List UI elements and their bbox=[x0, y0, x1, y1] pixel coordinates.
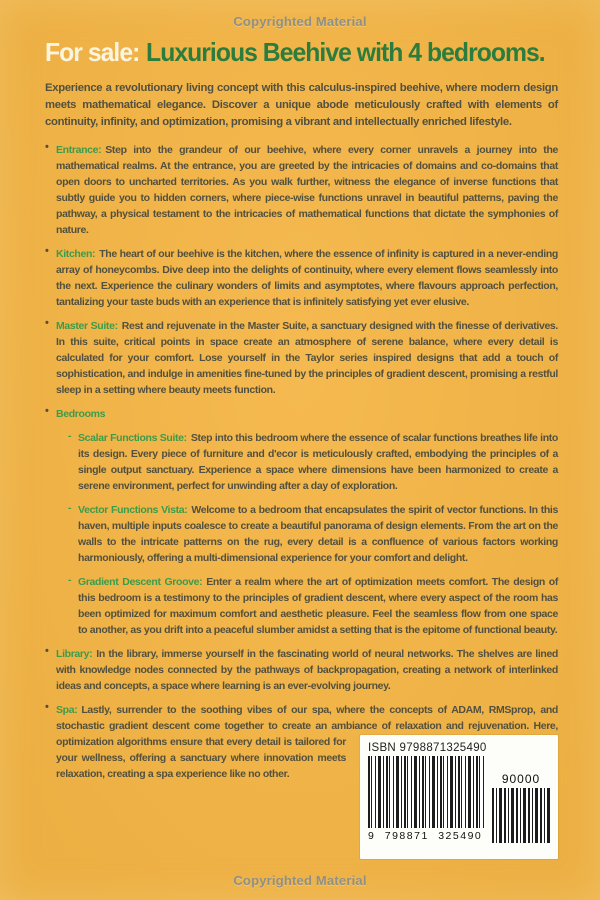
subsection-text: Step into this bedroom where the essence of scalar functions breathes life into its design. Every piece of furniture and d'ecor is meticulously crafted, embodying the principles of a single output sanctuary. Experience a space where dimensions have been harmonized to create a serene environment, perfect for unwinding after a day of exploration. bbox=[78, 431, 558, 492]
section-bedrooms bbox=[45, 406, 558, 638]
copyright-watermark-bottom: Copyrighted Material bbox=[233, 873, 367, 888]
subsection-label: Vector Functions Vista: bbox=[78, 503, 188, 516]
section-entrance bbox=[45, 142, 558, 238]
section-body bbox=[56, 142, 558, 238]
section-body bbox=[56, 246, 558, 310]
subsection-vector-functions-vista bbox=[68, 502, 558, 566]
section-body bbox=[56, 702, 558, 842]
barcode-box bbox=[360, 735, 558, 859]
section-label: Entrance: bbox=[56, 143, 102, 156]
section-body bbox=[56, 406, 558, 422]
section-body bbox=[56, 646, 558, 694]
subsection-scalar-functions-suite bbox=[68, 430, 558, 494]
section-kitchen bbox=[45, 246, 558, 310]
barcode-wrap-spacer bbox=[558, 702, 559, 735]
barcode-price-code: 90000 bbox=[501, 771, 541, 786]
dash-icon: - bbox=[68, 573, 72, 586]
section-body bbox=[56, 318, 558, 398]
bullet-dot-icon: • bbox=[45, 404, 49, 417]
barcode-addon bbox=[492, 772, 550, 843]
isbn-label: ISBN 9798871325490 bbox=[368, 741, 487, 754]
section-label: Spa: bbox=[56, 703, 78, 716]
subsection-text: Welcome to a bedroom that encapsulates the spirit of vector functions. In this haven, multiple inputs coalesce to create a beautiful panorama of design elements. From the art on the walls to the intricate patterns on the rug, every detail is a confluence of various factors working harmoniously, offering a multi-dimensional experience for your comfort and delight. bbox=[78, 503, 558, 564]
section-label: Library: bbox=[56, 647, 93, 660]
title-main: Luxurious Beehive with 4 bedrooms. bbox=[146, 37, 545, 67]
subsection-body bbox=[78, 574, 558, 638]
subsection-gradient-descent-groove bbox=[68, 574, 558, 638]
section-text: The heart of our beehive is the kitchen, where the essence of infinity is captured in a never-ending array of honeycombs. Dive deep into the delights of continuity, where every element flows seamlessly into the next. Experience the culinary wonders of limits and asymptotes, where flavours approach perfection, tantalizing your taste buds with an experience that is infinitely satisfying yet ever elusive. bbox=[56, 247, 558, 308]
section-master-suite bbox=[45, 318, 558, 398]
barcode-main bbox=[368, 756, 486, 843]
copyright-watermark-top: Copyrighted Material bbox=[233, 14, 367, 29]
barcode-digits: 9 798871 325490 bbox=[368, 829, 483, 842]
bullet-dot-icon: • bbox=[45, 700, 49, 713]
dash-icon: - bbox=[68, 501, 72, 514]
section-library bbox=[45, 646, 558, 694]
section-text: Rest and rejuvenate in the Master Suite, a sanctuary designed with the finesse of derivatives. In this suite, critical points in space create an atmosphere of serene balance, where every detail is calculated for your comfort. Lose yourself in the Taylor series inspired designs that add a touch of sophistication, and indulge in amenities fine-tuned by the principles of gradient descent, promising a restful sleep in a setting where beauty meets function. bbox=[56, 319, 558, 396]
bullet-dot-icon: • bbox=[45, 644, 49, 657]
barcode-addon-bars-icon bbox=[492, 788, 550, 843]
dash-icon: - bbox=[68, 429, 72, 442]
section-text: Step into the grandeur of our beehive, where every corner unravels a journey into the mathematical realms. At the entrance, you are greeted by the intricacies of domains and co-domains that open doors to uncharted territories. As you walk further, witness the elegance of inverse functions that subtly guide you to hidden corners, where piece-wise functions unravel in beautiful patterns, paving the pathway, a physical testament to the intricacies of mathematical functions that dictate the symphonies of nature. bbox=[56, 143, 558, 236]
bullet-dot-icon: • bbox=[45, 316, 49, 329]
subsection-label: Scalar Functions Suite: bbox=[78, 431, 187, 444]
section-label: Bedrooms bbox=[56, 407, 106, 420]
subsection-text: Enter a realm where the art of optimization meets comfort. The design of this bedroom is a testimony to the principles of gradient descent, where every aspect of the room has been optimized for maximum comfort and aesthetic pleasure. Feel the seamless flow from one space to another, as you drift into a peaceful slumber amidst a setting that is the epitome of functional beauty. bbox=[78, 575, 559, 636]
section-text: In the library, immerse yourself in the fascinating world of neural networks. The shelves are lined with knowledge nodes connected by the pathways of backpropagation, creating a network of interlinked ideas and concepts, a space where learning is an ever-evolving journey. bbox=[56, 647, 558, 692]
section-text: Lastly, surrender to the soothing vibes of our spa, where the concepts of ADAM, RMSprop, and stochastic gradient descent come together to create an ambiance of relaxation and rejuvenation. Here, optimization algorithms ensure that every detail is tailored for your wellness, offering a sanctuary where innovation meets relaxation, creating a spa experience like no other. bbox=[56, 703, 558, 780]
subsection-body bbox=[78, 430, 558, 494]
bullet-dot-icon: • bbox=[45, 244, 49, 257]
intro-paragraph: Experience a revolutionary living concept with this calculus-inspired beehive, where modern design meets mathematical elegance. Discover a unique abode meticulously crafted with elements of continuity, infinity, and optimization, promising a vibrant and intellectually enriched lifestyle. bbox=[45, 81, 558, 128]
barcode-row bbox=[368, 756, 550, 843]
feature-list bbox=[45, 140, 559, 842]
section-spa bbox=[45, 700, 558, 842]
section-label: Kitchen: bbox=[56, 247, 96, 260]
subsection-body bbox=[78, 502, 558, 566]
subsection-label: Gradient Descent Groove: bbox=[78, 575, 203, 588]
page-title bbox=[45, 37, 545, 67]
barcode-bars-icon bbox=[368, 756, 486, 828]
bullet-dot-icon: • bbox=[45, 140, 49, 153]
title-prefix: For sale: bbox=[45, 37, 140, 67]
section-label: Master Suite: bbox=[56, 319, 118, 332]
